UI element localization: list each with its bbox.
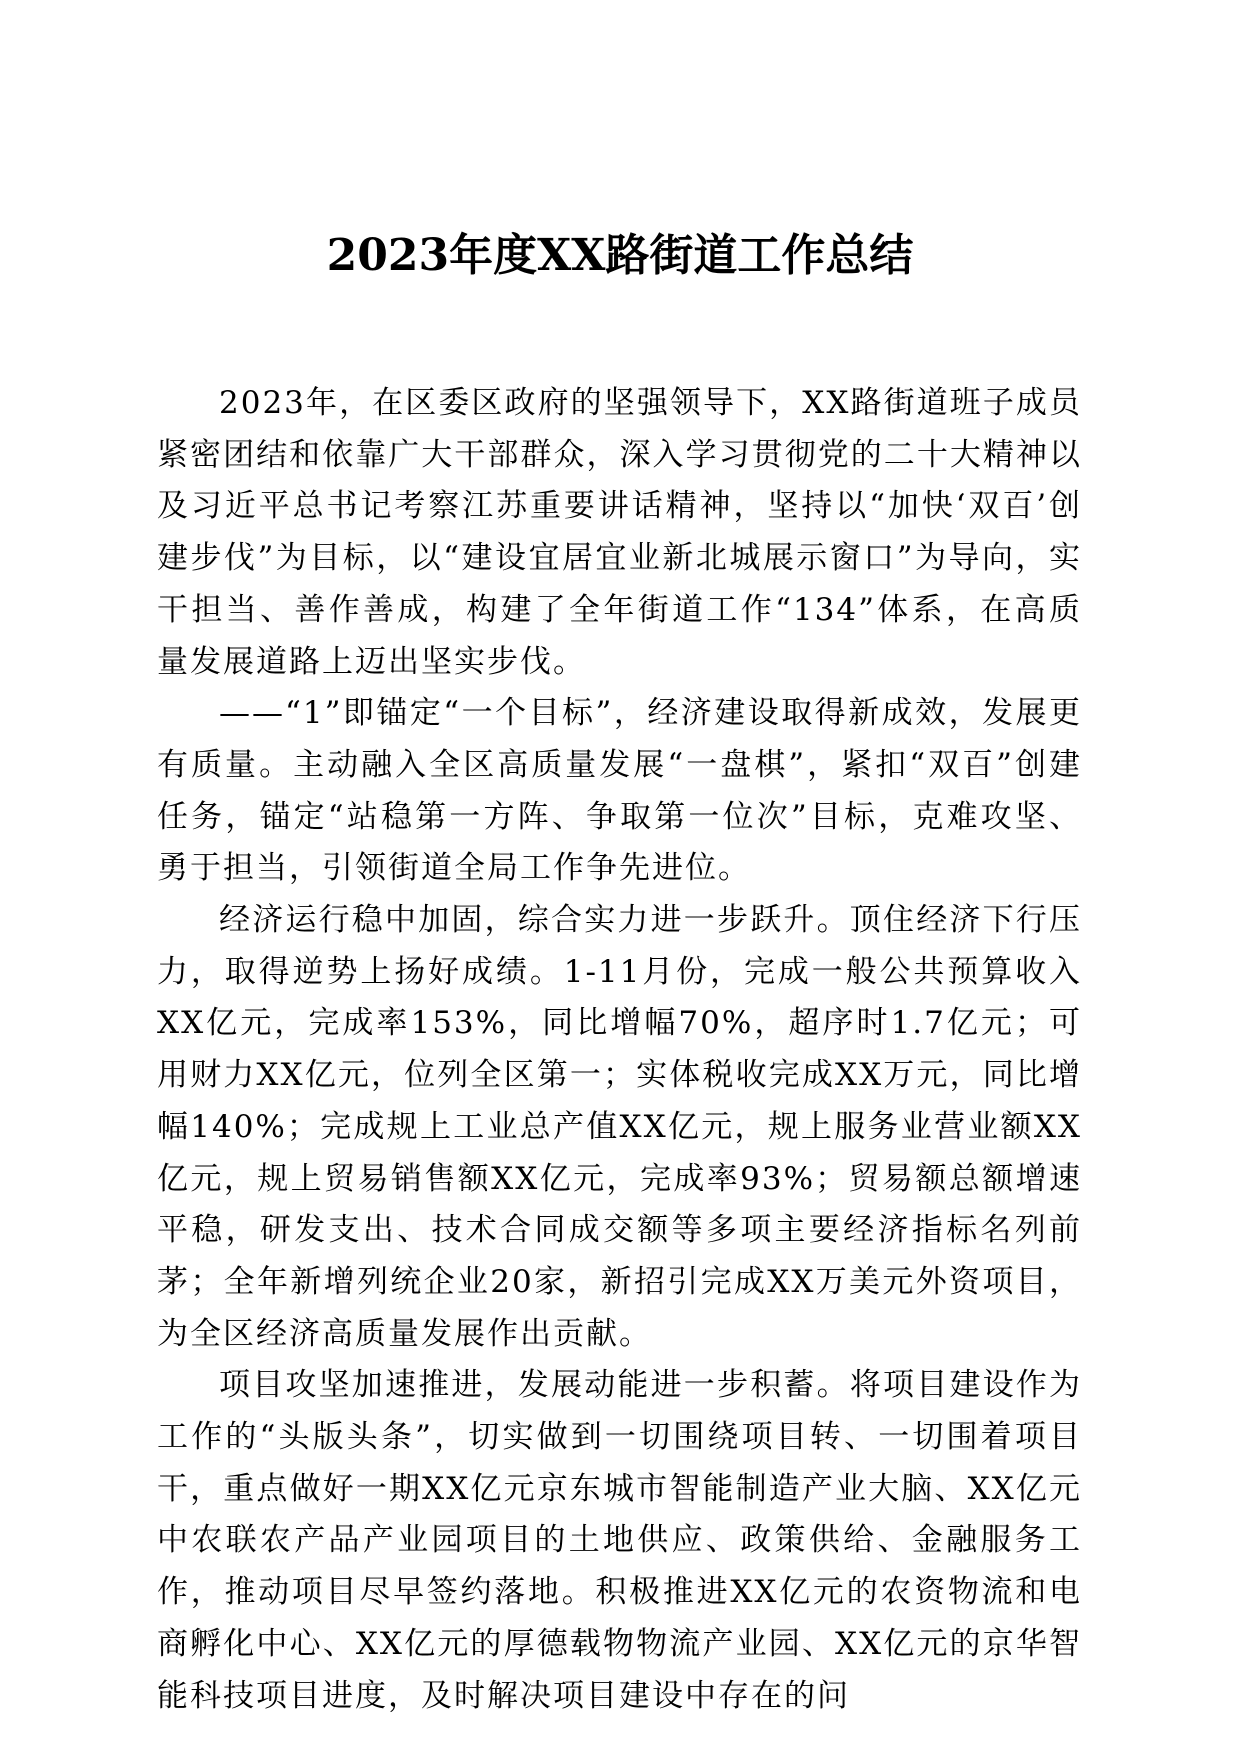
paragraph-economy: 经济运行稳中加固，综合实力进一步跃升。顶住经济下行压力，取得逆势上扬好成绩。1-11月份，完成一般公共预算收入XX亿元，完成率153%，同比增幅70%，超序时1.7亿元；可用财力XX亿元，位列全区第一；实体税收完成XX万元，同比增幅140%；完成规上工业总产值XX亿元，规上服务业营业额XX亿元，规上贸易销售额XX亿元，完成率93%；贸易额总额增速平稳，研发支出、技术合同成交额等多项主要经济指标名列前茅；全年新增列统企业20家，新招引完成XX万美元外资项目，为全区经济高质量发展作出贡献。 bbox=[157, 902, 1082, 1352]
paragraph-projects: 项目攻坚加速推进，发展动能进一步积蓄。将项目建设作为工作的“头版头条”，切实做到一切围绕项目转、一切围着项目干，重点做好一期XX亿元京东城市智能制造产业大脑、XX亿元中农联农产品产业园项目的土地供应、政策供给、金融服务工作，推动项目尽早签约落地。积极推进XX亿元的农资物流和电商孵化中心、XX亿元的厚德载物物流产业园、XX亿元的京华智能科技项目进度，及时解决项目建设中存在的问 bbox=[157, 1367, 1082, 1714]
document-title: 2023年度XX路街道工作总结 bbox=[326, 230, 914, 281]
document-body bbox=[157, 378, 1082, 1722]
paragraph-intro: 2023年，在区委区政府的坚强领导下，XX路街道班子成员紧密团结和依靠广大干部群众，深入学习贯彻党的二十大精神以及习近平总书记考察江苏重要讲话精神，坚持以“加快‘双百’创建步伐”为目标，以“建设宜居宜业新北城展示窗口”为导向，实干担当、善作善成，构建了全年街道工作“134”体系，在高质量发展道路上迈出坚实步伐。 bbox=[157, 385, 1082, 680]
paragraph-one-goal: ——“1”即锚定“一个目标”，经济建设取得新成效，发展更有质量。主动融入全区高质量发展“一盘棋”，紧扣“双百”创建任务，锚定“站稳第一方阵、争取第一位次”目标，克难攻坚、勇于担当，引领街道全局工作争先进位。 bbox=[157, 695, 1082, 887]
